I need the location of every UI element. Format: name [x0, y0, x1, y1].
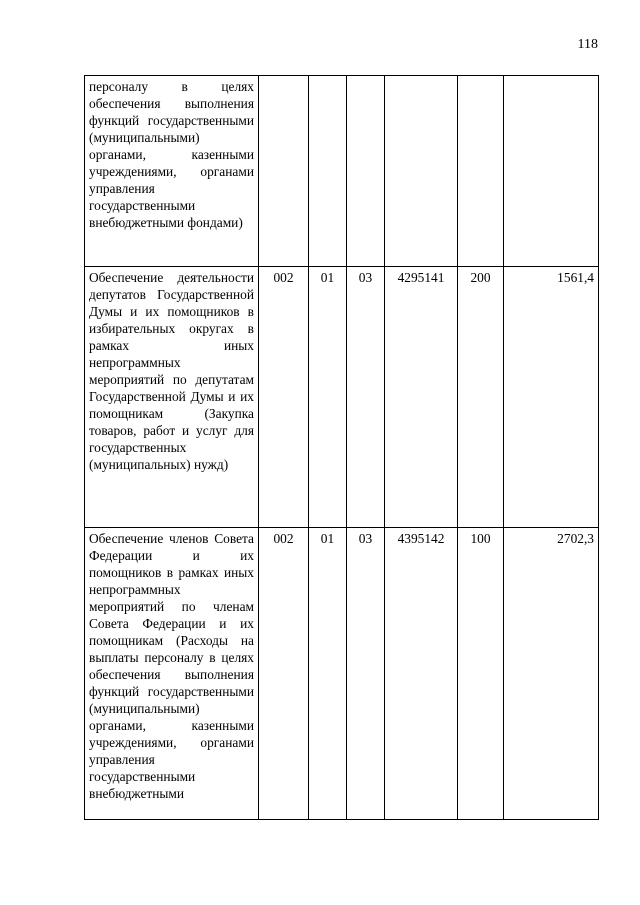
amount-value [504, 76, 599, 267]
target-article-code: 4395142 [385, 528, 458, 820]
subsection-code [347, 76, 385, 267]
table-row [85, 267, 599, 528]
row-description: Обеспечение деятельности депутатов Государственной Думы и их помощников в избирательных округах в рамках иных непрограммных мероприятий по депутатам Государственной Думы и их помощникам (Закупка товаров, работ и услуг для государственных (муниципальных) нужд) [85, 267, 259, 528]
target-article-code: 4295141 [385, 267, 458, 528]
ministry-code: 002 [259, 267, 309, 528]
section-code [309, 76, 347, 267]
table-row [85, 76, 599, 267]
target-article-code [385, 76, 458, 267]
amount-value: 1561,4 [504, 267, 599, 528]
amount-value: 2702,3 [504, 528, 599, 820]
expense-type-code [458, 76, 504, 267]
section-code: 01 [309, 267, 347, 528]
row-description: Обеспечение членов Совета Федерации и их помощников в рамках иных непрограммных мероприятий по членам Совета Федерации и их помощникам (Расходы на выплаты персоналу в целях обеспечения выполнения функций государственными (муниципальными) органами, казенными учреждениями, органами управления государственными внебюджетными [85, 528, 259, 820]
expense-type-code: 200 [458, 267, 504, 528]
expense-type-code: 100 [458, 528, 504, 820]
ministry-code: 002 [259, 528, 309, 820]
section-code: 01 [309, 528, 347, 820]
page-number: 118 [577, 37, 598, 52]
table-row [85, 528, 599, 820]
ministry-code [259, 76, 309, 267]
subsection-code: 03 [347, 528, 385, 820]
row-description: персоналу в целях обеспечения выполнения функций государственными (муниципальными) органами, казенными учреждениями, органами управления государственными внебюджетными фондами) [85, 76, 259, 267]
budget-table [84, 75, 599, 820]
subsection-code: 03 [347, 267, 385, 528]
